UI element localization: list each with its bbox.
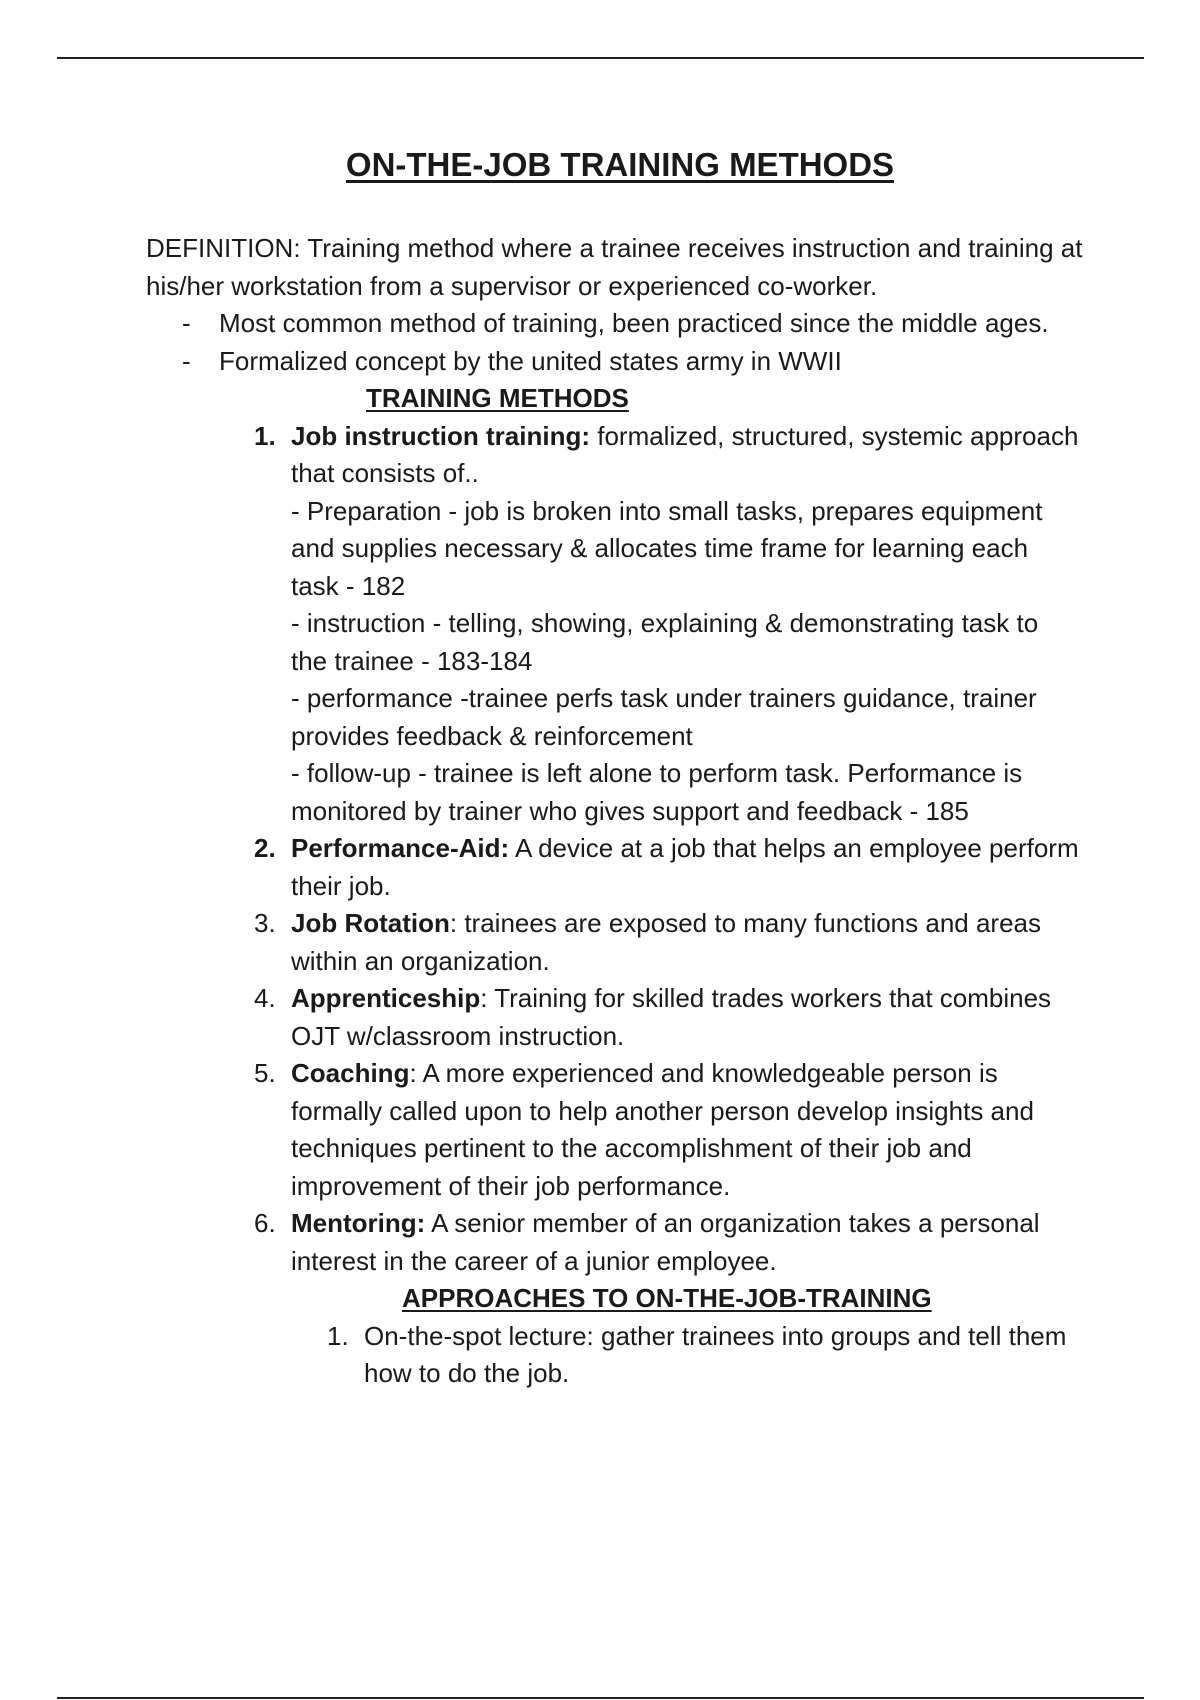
training-methods-list	[146, 418, 1146, 1281]
definition-paragraph: DEFINITION: Training method where a trainee receives instruction and training at his/her workstation from a supervisor or experienced co-worker.	[146, 233, 1083, 301]
list-item	[146, 905, 1081, 980]
item-text: : trainees are exposed to many functions and areas within an organization.	[291, 908, 1042, 976]
approaches-heading: APPROACHES TO ON-THE-JOB-TRAINING	[402, 1283, 932, 1313]
bullet-text: Most common method of training, been practiced since the middle ages.	[219, 308, 1049, 338]
item-term: Mentoring:	[291, 1208, 426, 1238]
bottom-rule	[57, 1697, 1144, 1699]
item-text: formalized, structured, systemic approach that consists of..	[291, 420, 1079, 488]
item-term: Apprenticeship	[291, 983, 481, 1013]
document-body	[146, 230, 1146, 1393]
training-methods-heading: TRAINING METHODS	[366, 383, 629, 413]
sub-item-follow-up: - follow-up - trainee is left alone to perform task. Performance is monitored by trainer who gives support and feedback - 185	[291, 758, 1023, 826]
item-term: Job instruction training:	[291, 420, 590, 451]
list-item	[146, 1318, 1104, 1393]
list-item	[146, 1055, 1081, 1205]
item-text: : A more experienced and knowledgeable person is formally called upon to help another person develop insights and techniques pertinent to the accomplishment of their job and improvement of their job performance.	[291, 1058, 1034, 1201]
list-item	[146, 418, 1081, 831]
sub-item-instruction: - instruction - telling, showing, explaining & demonstrating task to the trainee - 183-184	[291, 608, 1039, 676]
item-text: A device at a job that helps an employee perform their job.	[291, 833, 1079, 901]
item-number: 3.	[254, 908, 276, 938]
bullet-text: Formalized concept by the united states army in WWII	[219, 345, 842, 376]
list-item	[146, 343, 1146, 381]
item-term: Job Rotation	[291, 908, 450, 938]
document-title: ON-THE-JOB TRAINING METHODS	[345, 146, 895, 183]
list-item	[146, 1205, 1081, 1280]
list-item	[146, 305, 1146, 343]
item-number: 4.	[254, 983, 276, 1013]
approaches-list	[146, 1318, 1146, 1393]
sub-item-performance: - performance -trainee perfs task under trainers guidance, trainer provides feedback & reinforcement	[291, 683, 1037, 751]
intro-bullet-list	[146, 305, 1146, 380]
item-text: On-the-spot lecture: gather trainees into groups and tell them how to do the job.	[364, 1320, 1067, 1388]
top-rule	[57, 57, 1144, 59]
item-term: Performance-Aid:	[291, 833, 510, 863]
item-text: : Training for skilled trades workers that combines OJT w/classroom instruction.	[291, 983, 1052, 1051]
item-number: 1.	[254, 420, 276, 451]
item-text: A senior member of an organization takes a personal interest in the career of a junior employee.	[291, 1208, 1040, 1276]
item-number: 6.	[254, 1208, 276, 1238]
bullet-dash: -	[182, 345, 191, 376]
list-item	[146, 830, 1081, 905]
item-number: 2.	[254, 833, 276, 863]
item-number: 5.	[254, 1058, 276, 1088]
bullet-dash: -	[182, 308, 191, 338]
list-item	[146, 980, 1081, 1055]
item-number: 1.	[327, 1320, 349, 1351]
item-term: Coaching	[291, 1058, 410, 1088]
sub-item-preparation: - Preparation - job is broken into small tasks, prepares equipment and supplies necessary & allocates time frame for learning each task - 182	[291, 495, 1043, 601]
